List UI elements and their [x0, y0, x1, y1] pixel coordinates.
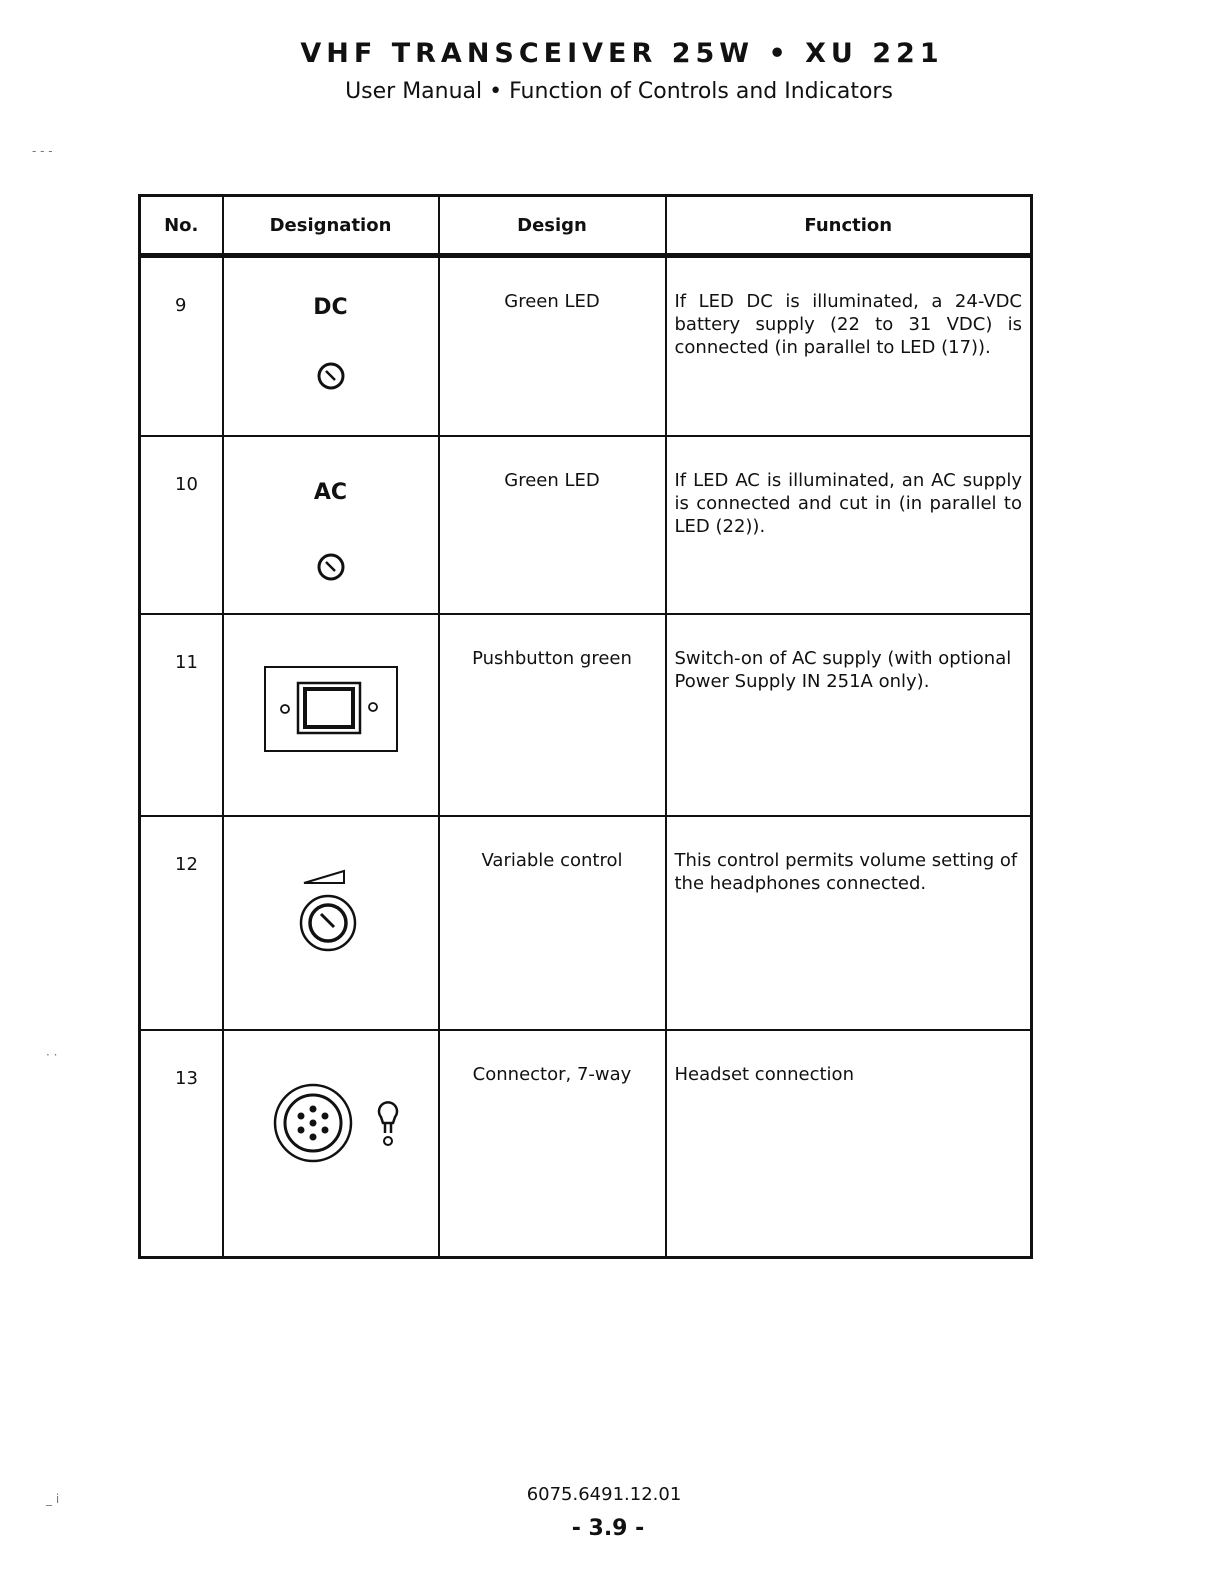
- design-cell: Green LED: [439, 436, 666, 614]
- function-cell: If LED DC is illuminated, a 24-VDC battery supply (22 to 31 VDC) is connected (in parallel to LED (17)).: [666, 256, 1032, 436]
- volume-knob-icon: [296, 867, 366, 953]
- column-header-design: Design: [439, 196, 666, 256]
- led-indicator-icon: [315, 360, 347, 392]
- designation-cell: [223, 614, 439, 816]
- document-number: 6075.6491.12.01: [526, 1484, 682, 1505]
- page-header: [0, 38, 1224, 104]
- pushbutton-icon: [263, 665, 399, 753]
- row-number: 9: [140, 256, 223, 436]
- scan-speck: - - -: [32, 144, 53, 158]
- design-cell: Pushbutton green: [439, 614, 666, 816]
- table-row: [140, 614, 1032, 816]
- table-row: [140, 436, 1032, 614]
- table-row: [140, 1030, 1032, 1258]
- designation-cell: [223, 436, 439, 614]
- page-number: - 3.9 -: [571, 1516, 645, 1541]
- designation-cell: [223, 816, 439, 1030]
- table-row: [140, 256, 1032, 436]
- design-cell: Variable control: [439, 816, 666, 1030]
- controls-table: [138, 194, 1033, 1259]
- row-number: 11: [140, 614, 223, 816]
- design-cell: Green LED: [439, 256, 666, 436]
- function-cell: Headset connection: [666, 1030, 1032, 1258]
- row-number: 12: [140, 816, 223, 1030]
- row-number: 13: [140, 1030, 223, 1258]
- led-indicator-icon: [315, 551, 347, 583]
- function-cell: If LED AC is illuminated, an AC supply is connected and cut in (in parallel to LED (22)).: [666, 436, 1032, 614]
- column-header-no: No.: [140, 196, 223, 256]
- row-number: 10: [140, 436, 223, 614]
- column-header-designation: Designation: [223, 196, 439, 256]
- function-cell: Switch-on of AC supply (with optional Power Supply IN 251A only).: [666, 614, 1032, 816]
- headset-connector-icon: [271, 1083, 411, 1167]
- table-row: [140, 816, 1032, 1030]
- function-cell: This control permits volume setting of the headphones connected.: [666, 816, 1032, 1030]
- scan-speck: · ·: [46, 1048, 58, 1062]
- table-header-row: [140, 196, 1032, 256]
- designation-label: AC: [313, 479, 348, 505]
- designation-label: DC: [313, 295, 348, 320]
- design-cell: Connector, 7-way: [439, 1030, 666, 1258]
- document-title: VHF TRANSCEIVER 25W • XU 221: [300, 38, 944, 69]
- designation-cell: [223, 256, 439, 436]
- scan-speck: _ i: [46, 1492, 60, 1506]
- column-header-function: Function: [666, 196, 1032, 256]
- document-subtitle: User Manual • Function of Controls and Indicators: [345, 79, 893, 104]
- designation-cell: [223, 1030, 439, 1258]
